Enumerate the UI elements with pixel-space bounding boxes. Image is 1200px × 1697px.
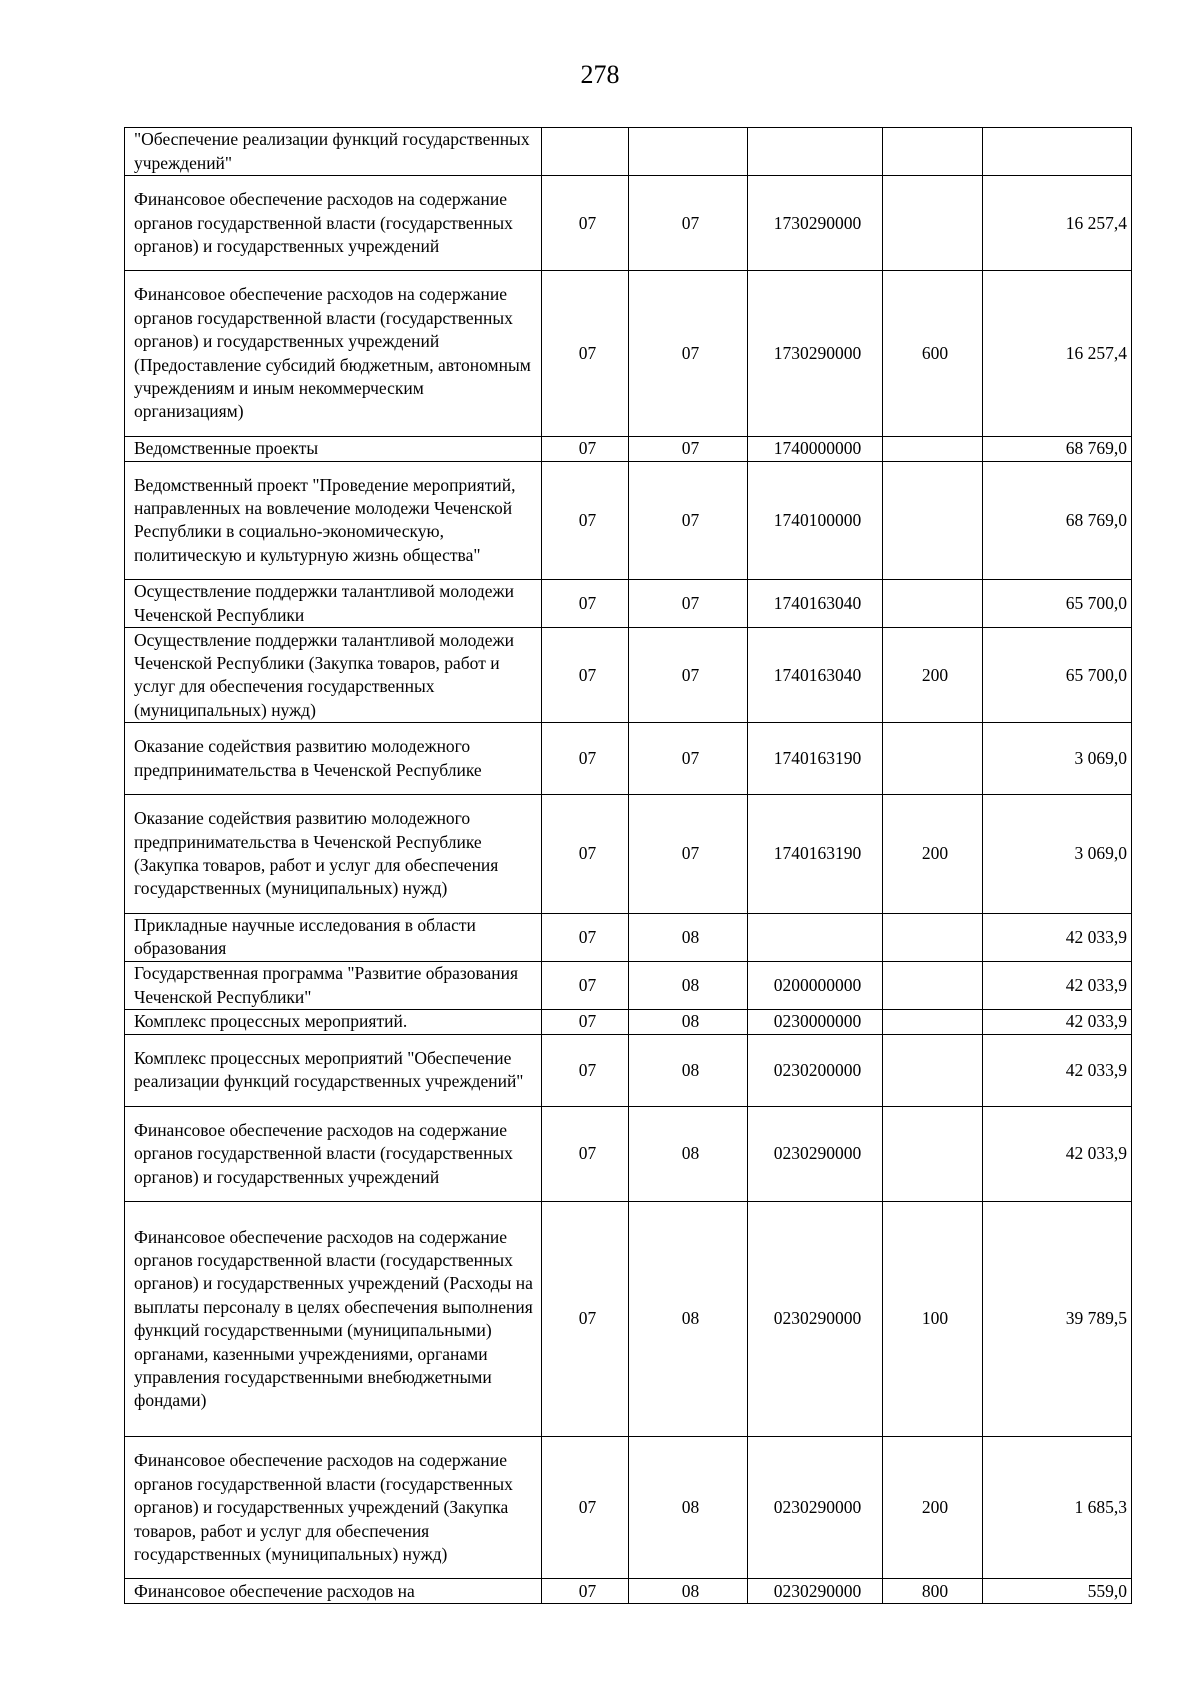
section-code: 07: [578, 1143, 597, 1164]
section-code: 07: [578, 1497, 597, 1518]
section-code: 07: [578, 509, 597, 530]
subsection-code-cell: [629, 1010, 748, 1035]
section-code-cell: [542, 1437, 629, 1579]
amount-cell: [983, 961, 1132, 1009]
target-article-code-cell: [748, 176, 883, 271]
expense-type-code-cell: [883, 1201, 983, 1437]
item-name: Финансовое обеспечение расходов на: [134, 1580, 415, 1601]
item-name-cell: [125, 461, 542, 580]
amount: 65 700,0: [1065, 593, 1127, 614]
subsection-code-cell: [629, 1579, 748, 1604]
target-article-code-cell: [748, 628, 883, 723]
target-article-code-cell: [748, 913, 883, 961]
subsection-code: 07: [681, 342, 700, 363]
section-code-cell: [542, 436, 629, 461]
table-row: [125, 271, 1132, 436]
target-article-code-cell: [748, 1437, 883, 1579]
subsection-code: 07: [681, 593, 700, 614]
amount: 42 033,9: [1065, 1011, 1127, 1032]
target-article-code-cell: [748, 1201, 883, 1437]
amount-cell: [983, 1579, 1132, 1604]
target-article-code: 1740163190: [773, 843, 862, 864]
expense-type-code-cell: [883, 628, 983, 723]
section-code: 07: [578, 926, 597, 947]
table-row: [125, 1437, 1132, 1579]
amount: 16 257,4: [1065, 342, 1127, 363]
item-name: Финансовое обеспечение расходов на содержание органов государственной власти (государственных органов) и государственных учреждений (Предоставление субсидий бюджетным, автономным учреждениям и иным некоммерческим организациям): [134, 284, 531, 422]
subsection-code-cell: [629, 723, 748, 795]
subsection-code: 08: [681, 1580, 700, 1601]
target-article-code-cell: [748, 128, 883, 176]
subsection-code-cell: [629, 580, 748, 628]
subsection-code-cell: [629, 176, 748, 271]
section-code-cell: [542, 271, 629, 436]
amount: 65 700,0: [1065, 664, 1127, 685]
target-article-code-cell: [748, 1010, 883, 1035]
table-row: [125, 723, 1132, 795]
expense-type-code-cell: [883, 128, 983, 176]
target-article-code: 0230290000: [773, 1308, 862, 1329]
amount-cell: [983, 461, 1132, 580]
amount-cell: [983, 1010, 1132, 1035]
section-code-cell: [542, 176, 629, 271]
amount-cell: [983, 1201, 1132, 1437]
expense-type-code-cell: [883, 961, 983, 1009]
table-row: [125, 1106, 1132, 1201]
budget-table: [124, 127, 1132, 1604]
table-row: [125, 961, 1132, 1009]
section-code: 07: [578, 593, 597, 614]
expense-type-code-cell: [883, 176, 983, 271]
expense-type-code: 200: [921, 843, 949, 864]
subsection-code-cell: [629, 271, 748, 436]
item-name: Финансовое обеспечение расходов на содержание органов государственной власти (государственных органов) и государственных учреждений (Расходы на выплаты персоналу в целях обеспечения выполнения функций государственными (муниципальными) органами, казенными учреждениями, органами управления государственными внебюджетными фондами): [134, 1226, 533, 1411]
expense-type-code: 200: [921, 1497, 949, 1518]
item-name: Комплекс процессных мероприятий.: [134, 1011, 408, 1032]
amount-cell: [983, 271, 1132, 436]
item-name: Прикладные научные исследования в области образования: [134, 914, 476, 959]
subsection-code-cell: [629, 436, 748, 461]
section-code: 07: [578, 974, 597, 995]
expense-type-code-cell: [883, 271, 983, 436]
target-article-code: 1740163190: [773, 748, 862, 769]
item-name-cell: [125, 795, 542, 914]
expense-type-code: 200: [921, 664, 949, 685]
expense-type-code-cell: [883, 1010, 983, 1035]
section-code: 07: [578, 212, 597, 233]
table-row: [125, 795, 1132, 914]
amount-cell: [983, 436, 1132, 461]
target-article-code: 1730290000: [773, 342, 862, 363]
amount: 42 033,9: [1065, 1059, 1127, 1080]
item-name-cell: [125, 723, 542, 795]
subsection-code: 07: [681, 664, 700, 685]
expense-type-code-cell: [883, 723, 983, 795]
target-article-code-cell: [748, 795, 883, 914]
section-code: 07: [578, 1308, 597, 1329]
item-name-cell: [125, 1201, 542, 1437]
item-name-cell: [125, 176, 542, 271]
target-article-code: 0230000000: [773, 1011, 862, 1032]
subsection-code: 07: [681, 212, 700, 233]
amount: 68 769,0: [1065, 437, 1127, 458]
section-code: 07: [578, 843, 597, 864]
amount: 3 069,0: [1074, 748, 1127, 769]
table-row: [125, 1035, 1132, 1107]
item-name-cell: [125, 580, 542, 628]
target-article-code-cell: [748, 461, 883, 580]
amount-cell: [983, 913, 1132, 961]
table-row: [125, 128, 1132, 176]
target-article-code: 1740000000: [773, 437, 862, 458]
section-code-cell: [542, 961, 629, 1009]
item-name: Финансовое обеспечение расходов на содержание органов государственной власти (государственных органов) и государственных учреждений: [134, 189, 513, 257]
amount-cell: [983, 580, 1132, 628]
target-article-code-cell: [748, 1579, 883, 1604]
amount: 559,0: [1087, 1580, 1127, 1601]
subsection-code-cell: [629, 1035, 748, 1107]
section-code-cell: [542, 580, 629, 628]
expense-type-code-cell: [883, 913, 983, 961]
subsection-code: 08: [681, 1011, 700, 1032]
subsection-code-cell: [629, 1106, 748, 1201]
subsection-code-cell: [629, 628, 748, 723]
amount: 1 685,3: [1074, 1497, 1127, 1518]
subsection-code-cell: [629, 1437, 748, 1579]
amount: 16 257,4: [1065, 212, 1127, 233]
table-row: [125, 580, 1132, 628]
subsection-code-cell: [629, 913, 748, 961]
section-code-cell: [542, 628, 629, 723]
item-name-cell: [125, 913, 542, 961]
item-name: "Обеспечение реализации функций государственных учреждений": [134, 129, 530, 173]
section-code: 07: [578, 1011, 597, 1032]
subsection-code-cell: [629, 1201, 748, 1437]
table-row: [125, 1201, 1132, 1437]
item-name: Осуществление поддержки талантливой молодежи Чеченской Республики: [134, 581, 514, 625]
amount: 42 033,9: [1065, 926, 1127, 947]
target-article-code-cell: [748, 1035, 883, 1107]
target-article-code-cell: [748, 271, 883, 436]
target-article-code: 1730290000: [773, 212, 862, 233]
subsection-code: 08: [681, 1308, 700, 1329]
target-article-code-cell: [748, 580, 883, 628]
target-article-code: 1740163040: [773, 593, 862, 614]
target-article-code-cell: [748, 723, 883, 795]
item-name: Ведомственные проекты: [134, 437, 319, 458]
item-name: Осуществление поддержки талантливой молодежи Чеченской Республики (Закупка товаров, работ и услуг для обеспечения государственных (муниципальных) нужд): [134, 629, 514, 720]
section-code-cell: [542, 1035, 629, 1107]
section-code-cell: [542, 128, 629, 176]
page-number: 278: [580, 60, 620, 89]
target-article-code: 0230290000: [773, 1143, 862, 1164]
amount-cell: [983, 1035, 1132, 1107]
table-row: [125, 461, 1132, 580]
table-row: [125, 176, 1132, 271]
item-name: Комплекс процессных мероприятий "Обеспечение реализации функций государственных учреждений": [134, 1048, 524, 1092]
target-article-code: 0200000000: [773, 974, 862, 995]
subsection-code: 07: [681, 748, 700, 769]
amount-cell: [983, 628, 1132, 723]
expense-type-code-cell: [883, 1106, 983, 1201]
table-row: [125, 628, 1132, 723]
expense-type-code-cell: [883, 1035, 983, 1107]
section-code-cell: [542, 1579, 629, 1604]
subsection-code-cell: [629, 795, 748, 914]
expense-type-code-cell: [883, 580, 983, 628]
item-name: Финансовое обеспечение расходов на содержание органов государственной власти (государственных органов) и государственных учреждений: [134, 1119, 513, 1187]
target-article-code: 0230290000: [773, 1497, 862, 1518]
amount: 39 789,5: [1065, 1308, 1127, 1329]
expense-type-code: 100: [921, 1308, 949, 1329]
item-name-cell: [125, 1035, 542, 1107]
section-code: 07: [578, 437, 597, 458]
subsection-code: 08: [681, 1059, 700, 1080]
item-name-cell: [125, 1437, 542, 1579]
amount: 42 033,9: [1065, 974, 1127, 995]
section-code-cell: [542, 1201, 629, 1437]
expense-type-code-cell: [883, 795, 983, 914]
subsection-code: 08: [681, 974, 700, 995]
section-code: 07: [578, 1059, 597, 1080]
item-name-cell: [125, 436, 542, 461]
subsection-code: 07: [681, 437, 700, 458]
item-name: Оказание содействия развитию молодежного предпринимательства в Чеченской Республике: [134, 736, 482, 780]
amount: 42 033,9: [1065, 1143, 1127, 1164]
section-code-cell: [542, 795, 629, 914]
table-row: [125, 436, 1132, 461]
target-article-code: 1740100000: [773, 509, 862, 530]
amount-cell: [983, 1437, 1132, 1579]
subsection-code: 08: [681, 1497, 700, 1518]
subsection-code-cell: [629, 128, 748, 176]
amount: 68 769,0: [1065, 509, 1127, 530]
section-code: 07: [578, 664, 597, 685]
item-name: Государственная программа "Развитие образования Чеченской Республики": [134, 963, 519, 1007]
expense-type-code: 800: [921, 1580, 949, 1601]
item-name-cell: [125, 1579, 542, 1604]
amount-cell: [983, 1106, 1132, 1201]
target-article-code: 0230290000: [773, 1580, 862, 1601]
table-row: [125, 1579, 1132, 1604]
item-name-cell: [125, 271, 542, 436]
section-code-cell: [542, 1010, 629, 1035]
item-name-cell: [125, 961, 542, 1009]
expense-type-code: 600: [921, 342, 949, 363]
item-name-cell: [125, 128, 542, 176]
section-code: 07: [578, 748, 597, 769]
amount: 3 069,0: [1074, 843, 1127, 864]
item-name: Оказание содействия развитию молодежного предпринимательства в Чеченской Республике (Закупка товаров, работ и услуг для обеспечения государственных (муниципальных) нужд): [134, 808, 499, 899]
expense-type-code-cell: [883, 1437, 983, 1579]
expense-type-code-cell: [883, 436, 983, 461]
expense-type-code-cell: [883, 461, 983, 580]
target-article-code-cell: [748, 961, 883, 1009]
amount-cell: [983, 128, 1132, 176]
subsection-code: 08: [681, 1143, 700, 1164]
section-code-cell: [542, 461, 629, 580]
section-code-cell: [542, 723, 629, 795]
item-name-cell: [125, 628, 542, 723]
item-name: Ведомственный проект "Проведение мероприятий, направленных на вовлечение молодежи Чеченской Республики в социально-экономическую, политическую и культурную жизнь общества": [134, 474, 516, 565]
item-name: Финансовое обеспечение расходов на содержание органов государственной власти (государственных органов) и государственных учреждений (Закупка товаров, работ и услуг для обеспечения государственных (муниципальных) нужд): [134, 1450, 513, 1564]
budget-table-body: [125, 128, 1132, 1604]
amount-cell: [983, 723, 1132, 795]
target-article-code: 1740163040: [773, 664, 862, 685]
subsection-code-cell: [629, 961, 748, 1009]
table-row: [125, 1010, 1132, 1035]
expense-type-code-cell: [883, 1579, 983, 1604]
item-name-cell: [125, 1106, 542, 1201]
section-code: 07: [578, 1580, 597, 1601]
target-article-code-cell: [748, 436, 883, 461]
subsection-code: 08: [681, 926, 700, 947]
amount-cell: [983, 795, 1132, 914]
target-article-code: 0230200000: [773, 1059, 862, 1080]
section-code-cell: [542, 1106, 629, 1201]
table-row: [125, 913, 1132, 961]
item-name-cell: [125, 1010, 542, 1035]
target-article-code-cell: [748, 1106, 883, 1201]
subsection-code-cell: [629, 461, 748, 580]
section-code: 07: [578, 342, 597, 363]
section-code-cell: [542, 913, 629, 961]
amount-cell: [983, 176, 1132, 271]
subsection-code: 07: [681, 509, 700, 530]
subsection-code: 07: [681, 843, 700, 864]
